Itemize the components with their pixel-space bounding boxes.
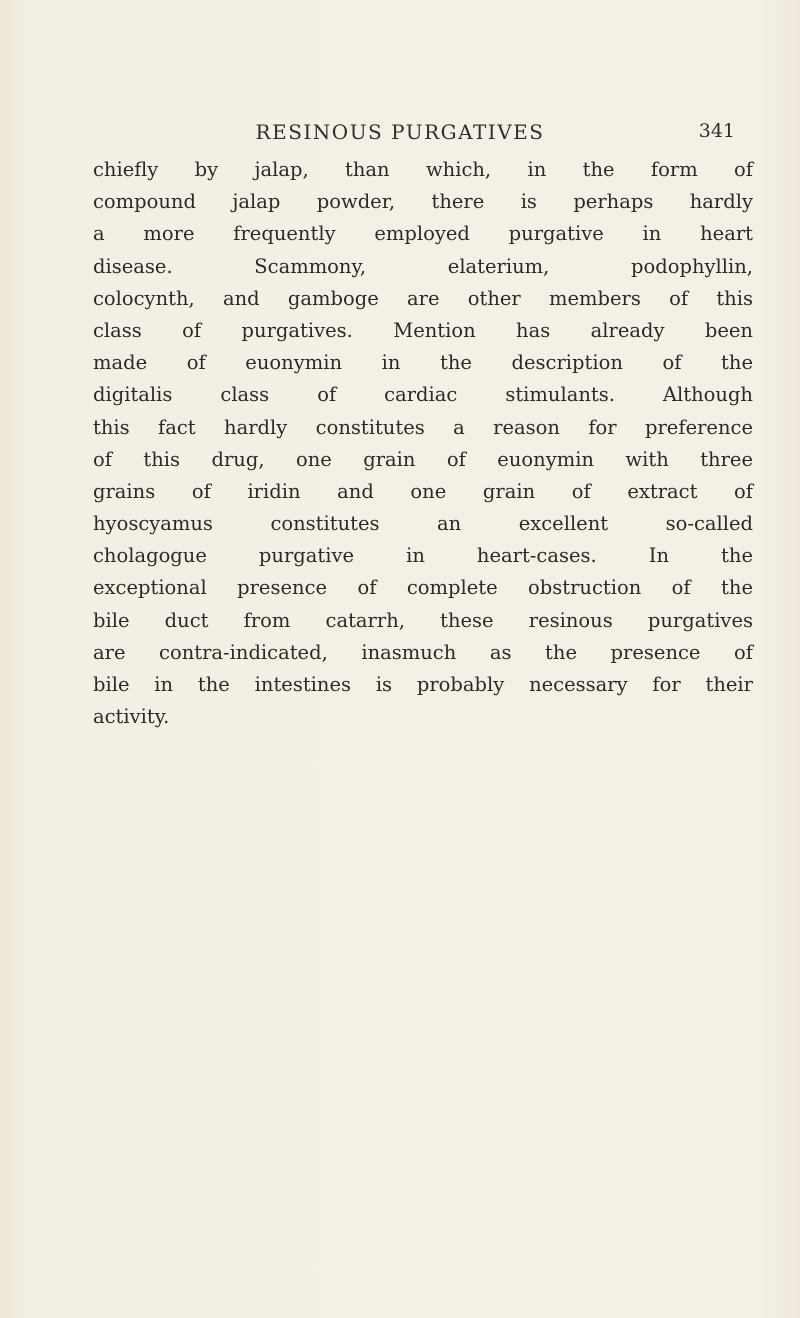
body-paragraph [93,154,753,733]
text-line: compound jalap powder, there is perhaps hardly [93,190,753,214]
text-line: activity. [93,705,170,729]
text-line: disease. Scammony, elaterium, podophyllin, [93,254,753,278]
text-line: bile in the intestines is probably necessary for their [93,673,753,696]
text-line: this fact hardly constitutes a reason for preference [93,415,753,439]
text-line: hyoscyamus constitutes an excellent so-called [93,512,753,536]
text-line: cholagogue purgative in heart-cases. In the [93,544,753,568]
text-line: a more frequently employed purgative in heart [93,222,753,246]
page-number: 341 [698,120,735,142]
running-head [0,118,800,148]
running-title: RESINOUS PURGATIVES [255,120,545,144]
text-line: bile duct from catarrh, these resinous purgatives [93,608,753,632]
text-line: grains of iridin and one grain of extract of [93,479,753,503]
text-line: digitalis class of cardiac stimulants. Although [93,383,753,407]
text-line: class of purgatives. Mention has already been [93,318,753,342]
text-line: exceptional presence of complete obstruction of the [93,576,753,600]
text-line: colocynth, and gamboge are other members of this [93,286,753,310]
text-line: are contra-indicated, inasmuch as the presence of [93,640,753,664]
text-line: chiefly by jalap, than which, in the form of [93,158,753,181]
text-line: of this drug, one grain of euonymin with three [93,447,753,471]
text-line: made of euonymin in the description of the [93,351,753,375]
